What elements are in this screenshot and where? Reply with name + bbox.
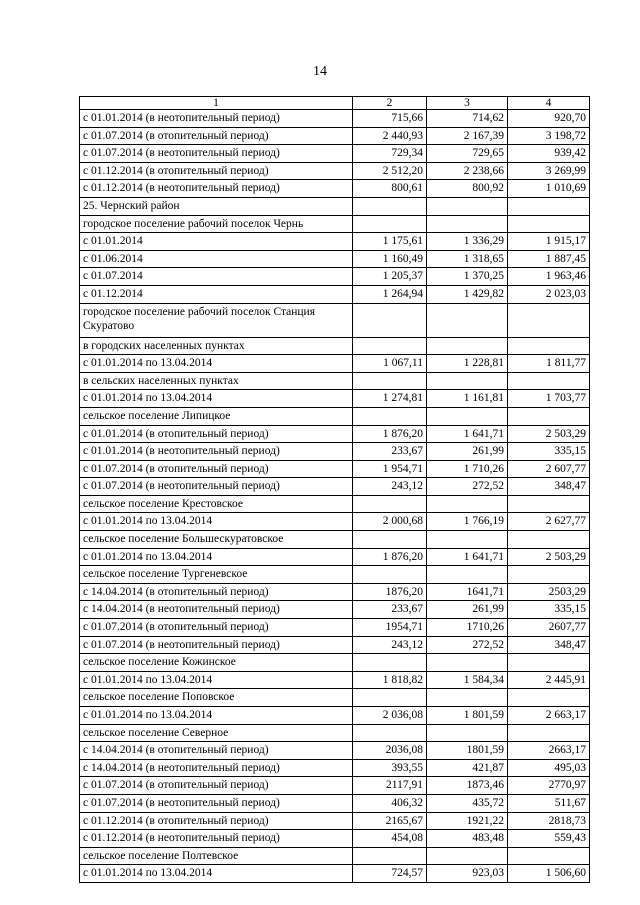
value-cell-col3: 1 161,81 [427, 390, 508, 408]
value-cell-col2 [353, 303, 427, 337]
table-row [80, 794, 590, 812]
table-row [80, 110, 590, 128]
value-cell-col3: 714,62 [427, 110, 508, 128]
row-label-cell: с 14.04.2014 (в отопительный период) [80, 742, 353, 760]
value-cell-col3: 1 318,65 [427, 250, 508, 268]
table-row [80, 812, 590, 830]
value-cell-col2 [353, 847, 427, 865]
value-cell-col4 [508, 689, 590, 707]
row-label-cell: сельское поселение Большескуратовское [80, 531, 353, 549]
value-cell-col4: 1 703,77 [508, 390, 590, 408]
value-cell-col2 [353, 531, 427, 549]
value-cell-col2 [353, 407, 427, 425]
value-cell-col2: 800,61 [353, 180, 427, 198]
table-row [80, 671, 590, 689]
value-cell-col2: 2 000,68 [353, 513, 427, 531]
value-cell-col4 [508, 847, 590, 865]
table-row [80, 513, 590, 531]
row-label-cell: с 01.12.2014 (в неотопительный период) [80, 830, 353, 848]
row-label-cell: с 01.12.2014 (в неотопительный период) [80, 180, 353, 198]
tariff-table [79, 96, 590, 883]
table-row [80, 180, 590, 198]
value-cell-col3: 1 429,82 [427, 285, 508, 303]
row-label-cell: с 01.12.2014 [80, 285, 353, 303]
value-cell-col2: 2 440,93 [353, 127, 427, 145]
table-row [80, 619, 590, 637]
row-label-cell: в городских населенных пунктах [80, 337, 353, 355]
value-cell-col2 [353, 689, 427, 707]
value-cell-col4 [508, 215, 590, 233]
row-label-cell: с 01.01.2014 (в неотопительный период) [80, 110, 353, 128]
row-label-cell: с 14.04.2014 (в отопительный период) [80, 583, 353, 601]
row-label-cell: с 01.01.2014 по 13.04.2014 [80, 390, 353, 408]
row-label-cell: сельское поселение Северное [80, 724, 353, 742]
value-cell-col3: 2 167,39 [427, 127, 508, 145]
value-cell-col2: 715,66 [353, 110, 427, 128]
value-cell-col4: 2 445,91 [508, 671, 590, 689]
value-cell-col4 [508, 654, 590, 672]
row-label-cell: в сельских населенных пунктах [80, 372, 353, 390]
value-cell-col3 [427, 847, 508, 865]
value-cell-col4 [508, 531, 590, 549]
value-cell-col4: 2663,17 [508, 742, 590, 760]
value-cell-col2: 2036,08 [353, 742, 427, 760]
table-row [80, 830, 590, 848]
value-cell-col4: 3 198,72 [508, 127, 590, 145]
value-cell-col2: 1 818,82 [353, 671, 427, 689]
value-cell-col3: 1 801,59 [427, 707, 508, 725]
value-cell-col3: 435,72 [427, 794, 508, 812]
row-label-cell: с 01.12.2014 (в отопительный период) [80, 812, 353, 830]
table-row [80, 531, 590, 549]
table-row [80, 197, 590, 215]
value-cell-col3: 1710,26 [427, 619, 508, 637]
value-cell-col2: 1 175,61 [353, 233, 427, 251]
table-row [80, 285, 590, 303]
value-cell-col3: 923,03 [427, 865, 508, 883]
table-row [80, 566, 590, 584]
value-cell-col3 [427, 407, 508, 425]
value-cell-col4: 511,67 [508, 794, 590, 812]
table-row [80, 707, 590, 725]
table-row [80, 847, 590, 865]
value-cell-col2 [353, 197, 427, 215]
value-cell-col4: 1 811,77 [508, 355, 590, 373]
table-row [80, 372, 590, 390]
row-label-cell: с 14.04.2014 (в неотопительный период) [80, 759, 353, 777]
table-row [80, 233, 590, 251]
value-cell-col2: 724,57 [353, 865, 427, 883]
value-cell-col4 [508, 337, 590, 355]
value-cell-col3: 272,52 [427, 478, 508, 496]
value-cell-col2: 2 036,08 [353, 707, 427, 725]
table-row [80, 303, 590, 337]
table-row [80, 127, 590, 145]
value-cell-col2 [353, 654, 427, 672]
value-cell-col2: 1 067,11 [353, 355, 427, 373]
value-cell-col2: 233,67 [353, 601, 427, 619]
value-cell-col2: 1 264,94 [353, 285, 427, 303]
value-cell-col3: 1641,71 [427, 583, 508, 601]
value-cell-col3 [427, 566, 508, 584]
table-row [80, 145, 590, 163]
row-label-cell: с 01.01.2014 по 13.04.2014 [80, 548, 353, 566]
value-cell-col2: 2 512,20 [353, 162, 427, 180]
value-cell-col2: 1 954,71 [353, 460, 427, 478]
row-label-cell: с 01.01.2014 по 13.04.2014 [80, 513, 353, 531]
table-row [80, 548, 590, 566]
row-label-cell: с 01.07.2014 (в отопительный период) [80, 460, 353, 478]
value-cell-col3: 1 641,71 [427, 425, 508, 443]
row-label-cell: с 01.06.2014 [80, 250, 353, 268]
row-label-cell: с 01.12.2014 (в отопительный период) [80, 162, 353, 180]
row-label-cell: с 01.01.2014 [80, 233, 353, 251]
value-cell-col3: 261,99 [427, 601, 508, 619]
row-label-cell: сельское поселение Липицкое [80, 407, 353, 425]
row-label-cell: с 01.01.2014 по 13.04.2014 [80, 355, 353, 373]
value-cell-col4: 2 663,17 [508, 707, 590, 725]
column-header-4: 4 [508, 97, 590, 110]
value-cell-col4: 1 506,60 [508, 865, 590, 883]
row-label-cell: с 14.04.2014 (в неотопительный период) [80, 601, 353, 619]
table-row [80, 250, 590, 268]
value-cell-col2 [353, 372, 427, 390]
value-cell-col3: 1873,46 [427, 777, 508, 795]
row-label-cell: с 01.07.2014 (в неотопительный период) [80, 478, 353, 496]
table-row [80, 742, 590, 760]
value-cell-col3: 1921,22 [427, 812, 508, 830]
value-cell-col3: 729,65 [427, 145, 508, 163]
value-cell-col2: 393,55 [353, 759, 427, 777]
value-cell-col4: 2818,73 [508, 812, 590, 830]
value-cell-col4: 2 503,29 [508, 548, 590, 566]
row-label-cell: сельское поселение Поповское [80, 689, 353, 707]
value-cell-col3 [427, 372, 508, 390]
row-label-cell: городское поселение рабочий поселок Чернь [80, 215, 353, 233]
table-row [80, 407, 590, 425]
value-cell-col2: 1 160,49 [353, 250, 427, 268]
value-cell-col4: 920,70 [508, 110, 590, 128]
row-label-cell: с 01.01.2014 по 13.04.2014 [80, 865, 353, 883]
value-cell-col3 [427, 215, 508, 233]
table-row [80, 162, 590, 180]
row-label-cell: 25. Чернский район [80, 197, 353, 215]
table-row [80, 443, 590, 461]
value-cell-col2: 1 876,20 [353, 425, 427, 443]
value-cell-col2 [353, 724, 427, 742]
value-cell-col3: 1801,59 [427, 742, 508, 760]
value-cell-col3 [427, 337, 508, 355]
value-cell-col4: 939,42 [508, 145, 590, 163]
value-cell-col3: 1 336,29 [427, 233, 508, 251]
row-label-cell: с 01.07.2014 (в неотопительный период) [80, 794, 353, 812]
value-cell-col4 [508, 724, 590, 742]
value-cell-col2 [353, 215, 427, 233]
value-cell-col4 [508, 197, 590, 215]
value-cell-col3 [427, 654, 508, 672]
value-cell-col3: 272,52 [427, 636, 508, 654]
value-cell-col4: 335,15 [508, 601, 590, 619]
value-cell-col3: 1 584,34 [427, 671, 508, 689]
table-row [80, 636, 590, 654]
value-cell-col4: 495,03 [508, 759, 590, 777]
row-label-cell: сельское поселение Полтевское [80, 847, 353, 865]
value-cell-col3: 1 228,81 [427, 355, 508, 373]
value-cell-col4 [508, 407, 590, 425]
table-row [80, 495, 590, 513]
table-row [80, 478, 590, 496]
value-cell-col3: 1 641,71 [427, 548, 508, 566]
row-label-cell: сельское поселение Тургеневское [80, 566, 353, 584]
page-number: 14 [313, 64, 327, 79]
value-cell-col4 [508, 566, 590, 584]
value-cell-col2: 1 274,81 [353, 390, 427, 408]
value-cell-col3: 2 238,66 [427, 162, 508, 180]
value-cell-col4 [508, 372, 590, 390]
row-label-cell: с 01.07.2014 (в отопительный период) [80, 127, 353, 145]
value-cell-col3 [427, 495, 508, 513]
table-row [80, 689, 590, 707]
row-label-cell: с 01.07.2014 (в неотопительный период) [80, 145, 353, 163]
value-cell-col2 [353, 337, 427, 355]
value-cell-col4: 559,43 [508, 830, 590, 848]
value-cell-col2: 406,32 [353, 794, 427, 812]
table-row [80, 601, 590, 619]
value-cell-col2: 729,34 [353, 145, 427, 163]
value-cell-col4: 3 269,99 [508, 162, 590, 180]
row-label-cell: с 01.01.2014 (в отопительный период) [80, 425, 353, 443]
table-row [80, 777, 590, 795]
value-cell-col3: 1 766,19 [427, 513, 508, 531]
table-row [80, 268, 590, 286]
row-label-cell: с 01.07.2014 (в неотопительный период) [80, 636, 353, 654]
table-row [80, 460, 590, 478]
table-row [80, 337, 590, 355]
value-cell-col2: 1876,20 [353, 583, 427, 601]
table-row [80, 390, 590, 408]
value-cell-col3: 1 370,25 [427, 268, 508, 286]
row-label-cell: с 01.07.2014 (в отопительный период) [80, 777, 353, 795]
value-cell-col3 [427, 531, 508, 549]
row-label-cell: сельское поселение Кожинское [80, 654, 353, 672]
value-cell-col2: 2117,91 [353, 777, 427, 795]
value-cell-col4: 1 887,45 [508, 250, 590, 268]
value-cell-col2: 233,67 [353, 443, 427, 461]
value-cell-col2 [353, 566, 427, 584]
table-row [80, 759, 590, 777]
column-header-1: 1 [80, 97, 353, 110]
value-cell-col3: 800,92 [427, 180, 508, 198]
value-cell-col4: 2 607,77 [508, 460, 590, 478]
row-label-cell: с 01.01.2014 по 13.04.2014 [80, 671, 353, 689]
value-cell-col2: 243,12 [353, 636, 427, 654]
table-row [80, 355, 590, 373]
row-label-cell: сельское поселение Крестовское [80, 495, 353, 513]
value-cell-col2: 1954,71 [353, 619, 427, 637]
value-cell-col4: 348,47 [508, 636, 590, 654]
value-cell-col4: 335,15 [508, 443, 590, 461]
table-row [80, 425, 590, 443]
value-cell-col4: 1 915,17 [508, 233, 590, 251]
row-label-cell: с 01.07.2014 [80, 268, 353, 286]
value-cell-col4: 2 023,03 [508, 285, 590, 303]
row-label-cell: с 01.07.2014 (в отопительный период) [80, 619, 353, 637]
table-row [80, 865, 590, 883]
value-cell-col4: 1 963,46 [508, 268, 590, 286]
table-header-row [80, 97, 590, 110]
row-label-cell: с 01.01.2014 по 13.04.2014 [80, 707, 353, 725]
table-row [80, 654, 590, 672]
row-label-cell: городское поселение рабочий поселок Станция Скуратово [80, 303, 353, 337]
value-cell-col3 [427, 303, 508, 337]
value-cell-col2: 1 205,37 [353, 268, 427, 286]
table-row [80, 583, 590, 601]
value-cell-col4: 2770,97 [508, 777, 590, 795]
value-cell-col2 [353, 495, 427, 513]
value-cell-col4: 1 010,69 [508, 180, 590, 198]
value-cell-col4: 2 627,77 [508, 513, 590, 531]
value-cell-col4: 2607,77 [508, 619, 590, 637]
value-cell-col3: 483,48 [427, 830, 508, 848]
value-cell-col4: 2503,29 [508, 583, 590, 601]
value-cell-col4 [508, 495, 590, 513]
table-row [80, 724, 590, 742]
value-cell-col3: 421,87 [427, 759, 508, 777]
value-cell-col2: 2165,67 [353, 812, 427, 830]
value-cell-col3: 261,99 [427, 443, 508, 461]
column-header-3: 3 [427, 97, 508, 110]
value-cell-col2: 243,12 [353, 478, 427, 496]
value-cell-col3 [427, 197, 508, 215]
value-cell-col2: 1 876,20 [353, 548, 427, 566]
table-row [80, 215, 590, 233]
value-cell-col3 [427, 724, 508, 742]
value-cell-col4 [508, 303, 590, 337]
row-label-cell: с 01.01.2014 (в неотопительный период) [80, 443, 353, 461]
value-cell-col3: 1 710,26 [427, 460, 508, 478]
value-cell-col3 [427, 689, 508, 707]
column-header-2: 2 [353, 97, 427, 110]
value-cell-col2: 454,08 [353, 830, 427, 848]
value-cell-col4: 2 503,29 [508, 425, 590, 443]
value-cell-col4: 348,47 [508, 478, 590, 496]
table-body [80, 110, 590, 883]
